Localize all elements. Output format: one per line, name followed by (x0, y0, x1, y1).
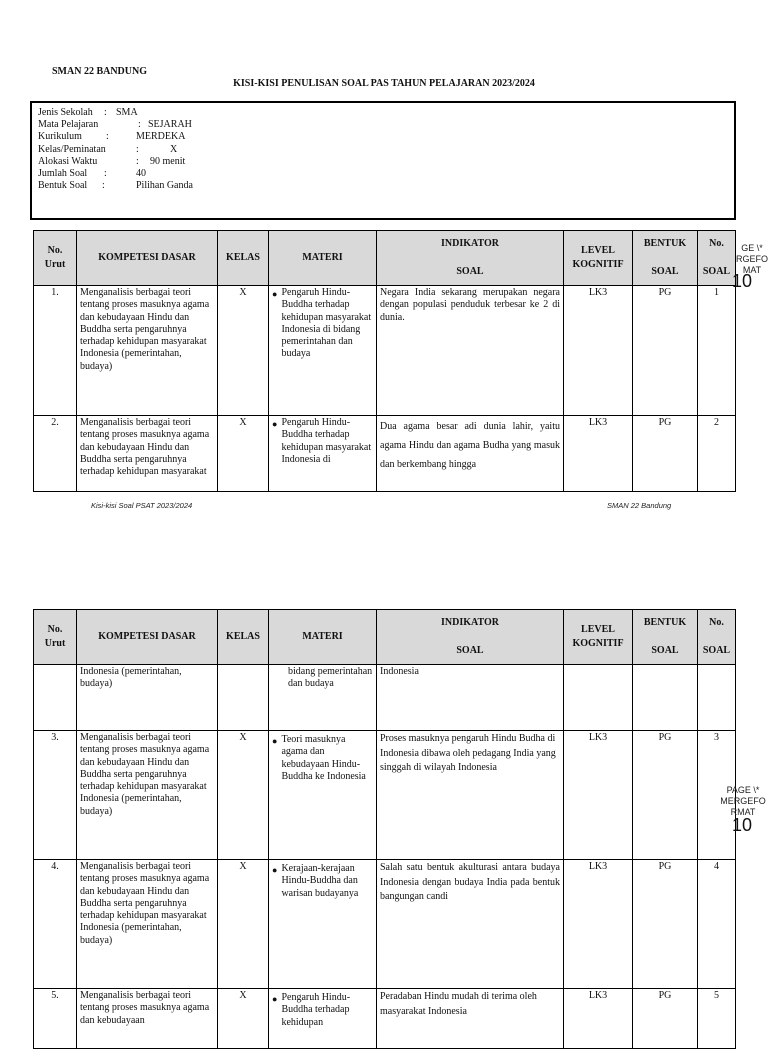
bullet-icon: ● (272, 865, 278, 875)
cell-bentuk: PG (633, 416, 698, 492)
table-row (34, 860, 736, 989)
cell-kompetensi: Menganalisis berbagai teori tentang proses masuknya agama dan kebudayaan Hindu dan Buddha serta pengaruhnya terhadap kehidupan masyarakat Indonesia (pemerintahan, budaya) (77, 286, 218, 416)
col-bentuk: BENTUK SOAL (633, 610, 698, 665)
cell-bentuk: PG (633, 731, 698, 860)
cell-no-soal: 3 (698, 731, 736, 860)
bullet-icon: ● (272, 289, 278, 299)
table-row (34, 989, 736, 1049)
cell-no-soal: 1 (698, 286, 736, 416)
page-field-code: GE \* RGEFO MAT (736, 243, 768, 275)
cell-bentuk: PG (633, 286, 698, 416)
info-label: Kelas/Peminatan (38, 143, 106, 155)
cell-level: LK3 (564, 731, 633, 860)
info-label: Jumlah Soal (38, 167, 88, 179)
cell-no-soal: 2 (698, 416, 736, 492)
cell-indikator: Peradaban Hindu mudah di terima oleh masyarakat Indonesia (377, 989, 564, 1049)
info-row-mata-pelajaran (38, 119, 734, 131)
cell-indikator: Indonesia (377, 665, 564, 731)
col-kompetensi: KOMPETESI DASAR (77, 231, 218, 286)
cell-kelas: X (218, 989, 269, 1049)
col-materi: MATERI (269, 610, 377, 665)
info-value: Pilihan Ganda (136, 180, 193, 192)
bullet-icon: ● (272, 419, 278, 429)
cell-materi: ● Pengaruh Hindu-Buddha terhadap kehidupan (269, 989, 377, 1049)
cell-indikator: Dua agama besar adi dunia lahir, yaitu agama Hindu dan agama Budha yang masuk dan berkembang hingga (377, 416, 564, 492)
info-row-jenis-sekolah (38, 107, 734, 119)
info-value: 90 menit (150, 155, 186, 167)
bullet-icon: ● (272, 736, 278, 746)
col-kompetensi: KOMPETESI DASAR (77, 610, 218, 665)
footer-right: SMAN 22 Bandung (607, 501, 672, 510)
info-row-bentuk-soal (38, 180, 734, 192)
info-row-alokasi-waktu (38, 156, 734, 168)
cell-kelas: X (218, 731, 269, 860)
page-number: 10 (732, 271, 753, 291)
table-row (34, 286, 736, 416)
cell-materi: ● Teori masuknya agama dan kebudayaan Hindu-Buddha ke Indonesia (269, 731, 377, 860)
cell-bentuk: PG (633, 860, 698, 989)
cell-kompetensi: Indonesia (pemerintahan, budaya) (77, 665, 218, 731)
cell-kompetensi: Menganalisis berbagai teori tentang proses masuknya agama dan kebudayaan (77, 989, 218, 1049)
table-header-row (34, 231, 736, 286)
info-label: Jenis Sekolah (38, 107, 93, 118)
info-row-kurikulum (38, 131, 734, 143)
cell-materi: ● Pengaruh Hindu-Buddha terhadap kehidupan masyarakat Indonesia di bidang pemerintahan dan budaya (269, 286, 377, 416)
identity-box (30, 101, 736, 220)
bullet-icon: ● (272, 994, 278, 1004)
info-label: Alokasi Waktu (38, 155, 98, 167)
info-label: Kurikulum (38, 131, 82, 143)
cell-materi: ● Kerajaan-kerajaan Hindu-Buddha dan warisan budayanya (269, 860, 377, 989)
info-sep: : (106, 131, 109, 143)
school-name: SMAN 22 BANDUNG (52, 66, 147, 77)
cell-bentuk: PG (633, 989, 698, 1049)
grid-table-page-2 (33, 609, 736, 1049)
info-sep: : (102, 180, 105, 192)
cell-no: 5. (34, 989, 77, 1049)
info-sep: : (136, 155, 139, 167)
cell-indikator: Proses masuknya pengaruh Hindu Budha di Indonesia dibawa oleh pedagang India yang singgah di wilayah Indonesia (377, 731, 564, 860)
info-value: MERDEKA (136, 131, 186, 143)
info-label: Bentuk Soal (38, 180, 88, 192)
cell-no: 4. (34, 860, 77, 989)
cell-kompetensi: Menganalisis berbagai teori tentang proses masuknya agama dan kebudayaan Hindu dan Buddha serta pengaruhnya terhadap kehidupan masyarakat Indonesia (pemerintahan, budaya) (77, 731, 218, 860)
cell-no (34, 665, 77, 731)
cell-indikator: Negara India sekarang merupakan negara dengan populasi penduduk terbesar ke 2 di dunia. (377, 286, 564, 416)
page-field-code: PAGE \* MERGEFO RMAT (720, 785, 766, 817)
document-title: KISI-KISI PENULISAN SOAL PAS TAHUN PELAJARAN 2023/2024 (233, 78, 535, 89)
info-sep: : (104, 107, 107, 118)
table-row (34, 416, 736, 492)
page-number: 10 (732, 815, 753, 835)
cell-bentuk (633, 665, 698, 731)
cell-kelas: X (218, 416, 269, 492)
cell-kompetensi: Menganalisis berbagai teori tentang proses masuknya agama dan kebudayaan Hindu dan Buddha serta pengaruhnya terhadap kehidupan masyarakat Indonesia (pemerintahan, budaya) (77, 860, 218, 989)
info-sep: : (138, 119, 141, 131)
col-kelas: KELAS (218, 231, 269, 286)
info-sep: : (104, 167, 107, 179)
footer-left: Kisi-kisi Soal PSAT 2023/2024 (91, 501, 193, 510)
cell-no: 2. (34, 416, 77, 492)
table-row (34, 731, 736, 860)
table-header-row (34, 610, 736, 665)
info-row-jumlah-soal (38, 168, 734, 180)
cell-materi: bidang pemerintahan dan budaya (269, 665, 377, 731)
cell-level: LK3 (564, 416, 633, 492)
table-row (34, 665, 736, 731)
cell-kelas (218, 665, 269, 731)
info-label: Mata Pelajaran (38, 119, 99, 131)
col-kelas: KELAS (218, 610, 269, 665)
col-indikator: INDIKATOR SOAL (377, 610, 564, 665)
cell-no-soal: 4 (698, 860, 736, 989)
cell-kelas: X (218, 286, 269, 416)
cell-materi: ● Pengaruh Hindu-Buddha terhadap kehidupan masyarakat Indonesia di (269, 416, 377, 492)
cell-no: 1. (34, 286, 77, 416)
cell-level (564, 665, 633, 731)
cell-no-soal: 5 (698, 989, 736, 1049)
cell-no: 3. (34, 731, 77, 860)
info-sep: : (136, 143, 139, 155)
col-materi: MATERI (269, 231, 377, 286)
grid-table-page-1 (33, 230, 736, 492)
cell-indikator: Salah satu bentuk akulturasi antara budaya Indonesia dengan budaya India pada bentuk bangungan candi (377, 860, 564, 989)
col-level: LEVEL KOGNITIF (564, 610, 633, 665)
cell-level: LK3 (564, 286, 633, 416)
col-bentuk: BENTUK SOAL (633, 231, 698, 286)
col-indikator: INDIKATOR SOAL (377, 231, 564, 286)
info-value: SMA (116, 107, 138, 118)
cell-kelas: X (218, 860, 269, 989)
col-no-urut: No. Urut (34, 231, 77, 286)
cell-kompetensi: Menganalisis berbagai teori tentang proses masuknya agama dan kebudayaan Hindu dan Buddha serta pengaruhnya terhadap kehidupan masyarakat (77, 416, 218, 492)
info-value: 40 (136, 167, 146, 179)
cell-no-soal (698, 665, 736, 731)
cell-level: LK3 (564, 860, 633, 989)
col-no-soal: No. SOAL (698, 231, 736, 286)
col-level: LEVEL KOGNITIF (564, 231, 633, 286)
info-value: X (170, 143, 178, 155)
col-no-urut: No. Urut (34, 610, 77, 665)
info-row-kelas (38, 144, 734, 156)
info-value: SEJARAH (148, 119, 192, 131)
cell-level: LK3 (564, 989, 633, 1049)
col-no-soal: No. SOAL (698, 610, 736, 665)
